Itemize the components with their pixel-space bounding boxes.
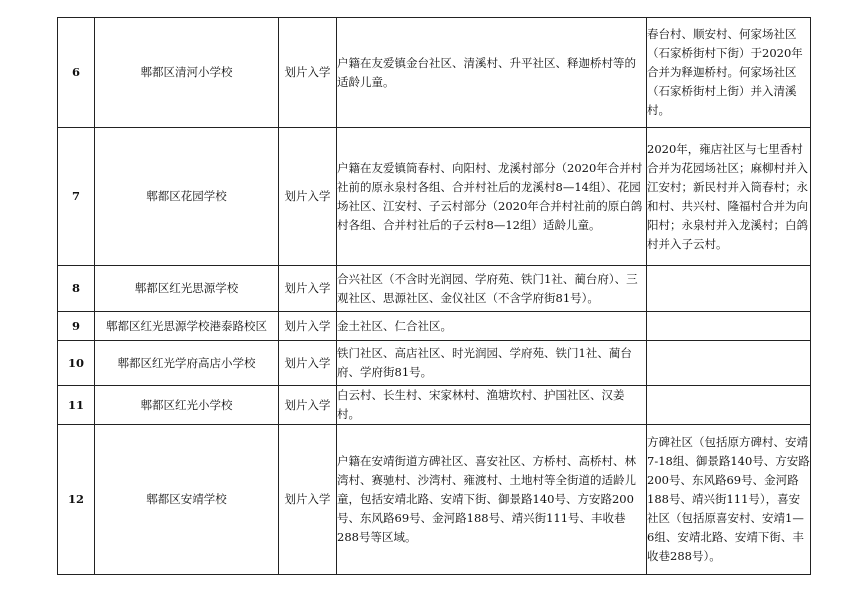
table-row bbox=[58, 266, 811, 312]
table-row bbox=[58, 312, 811, 341]
zoning-note bbox=[647, 312, 811, 341]
row-number: 8 bbox=[58, 266, 95, 312]
enrollment-mode: 划片入学 bbox=[279, 312, 337, 341]
zoning-note bbox=[647, 266, 811, 312]
row-number: 7 bbox=[58, 128, 95, 266]
zoning-note bbox=[647, 341, 811, 386]
school-name: 郫都区红光小学校 bbox=[95, 386, 279, 425]
table-row bbox=[58, 425, 811, 575]
table-row bbox=[58, 128, 811, 266]
row-number: 11 bbox=[58, 386, 95, 425]
enrollment-mode: 划片入学 bbox=[279, 128, 337, 266]
school-name: 郫都区安靖学校 bbox=[95, 425, 279, 575]
table-row bbox=[58, 386, 811, 425]
zoning-area: 白云村、长生村、宋家林村、渔塘坎村、护国社区、汉姜村。 bbox=[337, 386, 647, 425]
zoning-note: 方碑社区（包括原方碑村、安靖7-18组、御景路140号、方安路200号、东风路69号、金河路188号、靖兴街111号），喜安社区（包括原喜安村、安靖1—6组、安靖北路、安靖下街、丰收巷288号）。 bbox=[647, 425, 811, 575]
row-number: 10 bbox=[58, 341, 95, 386]
enrollment-mode: 划片入学 bbox=[279, 18, 337, 128]
zoning-note bbox=[647, 386, 811, 425]
row-number: 12 bbox=[58, 425, 95, 575]
zoning-note: 2020年，雍店社区与七里香村合并为花园场社区；麻柳村并入江安村；新民村并入筒春村；永和村、共兴村、隆福村合并为向阳村；永泉村并入龙溪村；白鸽村并入子云村。 bbox=[647, 128, 811, 266]
row-number: 9 bbox=[58, 312, 95, 341]
zoning-area: 合兴社区（不含时光润园、学府苑、铁门1社、蔺台府）、三观社区、思源社区、金仪社区（不含学府街81号）。 bbox=[337, 266, 647, 312]
school-zoning-table bbox=[57, 17, 811, 575]
enrollment-mode: 划片入学 bbox=[279, 341, 337, 386]
zoning-area: 金土社区、仁合社区。 bbox=[337, 312, 647, 341]
table-row bbox=[58, 18, 811, 128]
school-name: 郫都区花园学校 bbox=[95, 128, 279, 266]
school-name: 郫都区红光思源学校 bbox=[95, 266, 279, 312]
row-number: 6 bbox=[58, 18, 95, 128]
school-name: 郫都区红光学府高店小学校 bbox=[95, 341, 279, 386]
zoning-area: 铁门社区、高店社区、时光润园、学府苑、铁门1社、蔺台府、学府街81号。 bbox=[337, 341, 647, 386]
enrollment-mode: 划片入学 bbox=[279, 425, 337, 575]
zoning-area: 户籍在安靖街道方碑社区、喜安社区、方桥村、高桥村、林湾村、赛驰村、沙湾村、雍渡村、土地村等全街道的适龄儿童，包括安靖北路、安靖下街、御景路140号、方安路200号、东风路69号、金河路188号、靖兴街111号、丰收巷288号等区域。 bbox=[337, 425, 647, 575]
zoning-note: 春台村、顺安村、何家场社区（石家桥街村下街）于2020年合并为释迦桥村。何家场社区（石家桥街村上街）并入清溪村。 bbox=[647, 18, 811, 128]
zoning-area: 户籍在友爱镇金台社区、清溪村、升平社区、释迦桥村等的适龄儿童。 bbox=[337, 18, 647, 128]
school-name: 郫都区红光思源学校港泰路校区 bbox=[95, 312, 279, 341]
table-row bbox=[58, 341, 811, 386]
school-name: 郫都区清河小学校 bbox=[95, 18, 279, 128]
enrollment-mode: 划片入学 bbox=[279, 266, 337, 312]
zoning-area: 户籍在友爱镇筒春村、向阳村、龙溪村部分（2020年合并村社前的原永泉村各组、合并村社后的龙溪村8—14组）、花园场社区、江安村、子云村部分（2020年合并村社前的原白鸽村各组、合并村社后的子云村8—12组）适龄儿童。 bbox=[337, 128, 647, 266]
enrollment-mode: 划片入学 bbox=[279, 386, 337, 425]
